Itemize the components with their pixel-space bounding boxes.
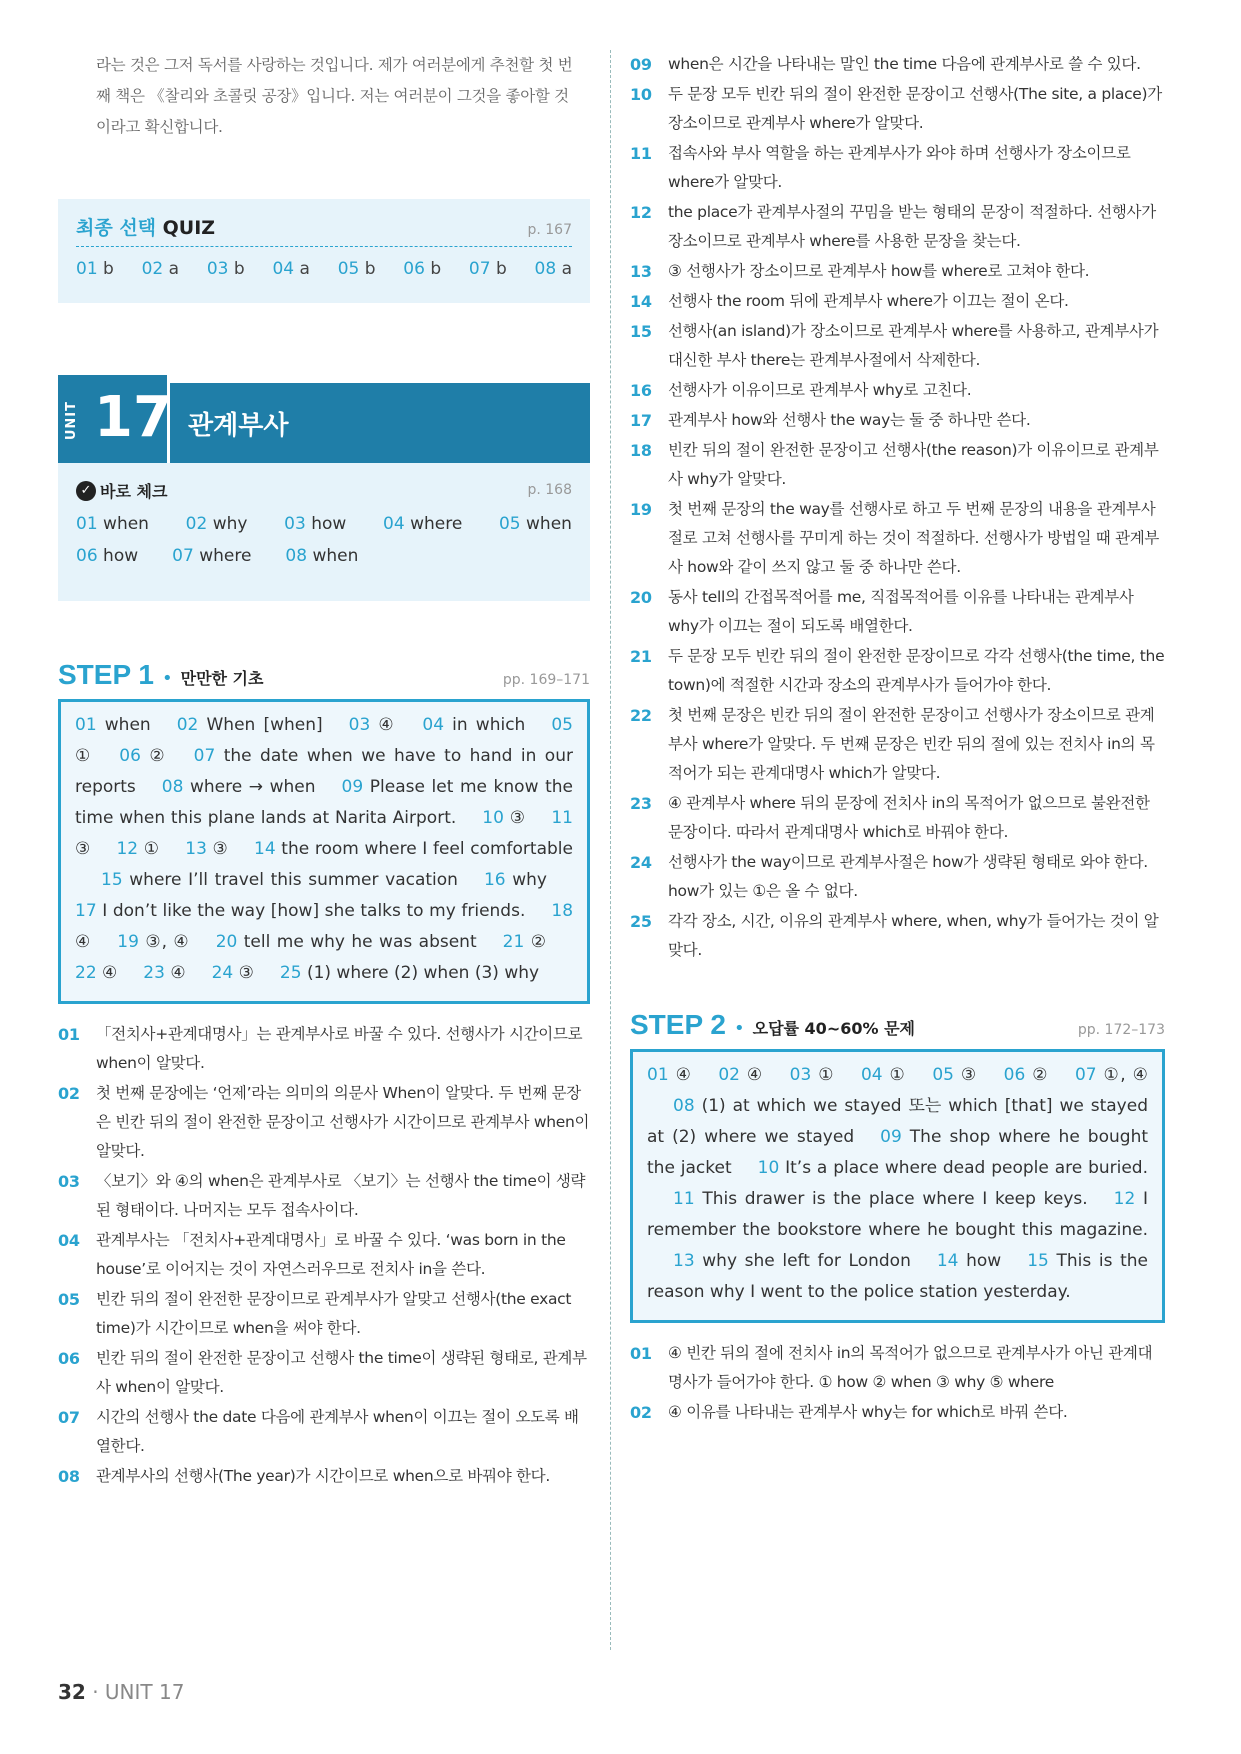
explanation-item: 23 ④ 관계부사 where 뒤의 문장에 전치사 in의 목적어가 없으므로 불완전한 문장이다. 따라서 관계대명사 which로 바꿔야 한다. <box>630 794 1150 841</box>
step1-page-ref: pp. 169–171 <box>502 672 590 688</box>
answer-item: 13 why she left for London <box>673 1251 911 1271</box>
explanation-item: 20 동사 tell의 간접목적어를 me, 직접목적어를 이유를 나타내는 관계부사 why가 이끄는 절이 되도록 배열한다. <box>630 588 1134 635</box>
check-answer: 03 how <box>284 514 347 534</box>
explanation-item: 21 두 문장 모두 빈칸 뒤의 절이 완전한 문장이므로 각각 선행사(the time, the town)에 적절한 시간과 장소의 관계부사가 들어가야 한다. <box>630 647 1165 694</box>
answer-item: 15 This is the reason why I went to the police station yesterday. <box>647 1251 1148 1302</box>
unit-label: UNIT <box>64 401 79 441</box>
quiz-answers <box>76 259 572 279</box>
unit-number: 17 <box>94 385 172 450</box>
check-page-ref: p. 168 <box>527 481 572 498</box>
quiz-answer: 02 a <box>141 259 180 279</box>
answer-item: 10 ③ <box>482 808 526 828</box>
step1-explanations <box>58 1020 590 1491</box>
intro-text: 라는 것은 그저 독서를 사랑하는 것입니다. 제가 여러분에게 추천할 첫 번째 책은 《찰리와 초콜릿 공장》입니다. 저는 여러분이 그것을 좋아할 것이라고 확신합니다. <box>96 56 573 136</box>
answer-item: 04 in which <box>422 715 526 735</box>
check-answer: 06 how <box>76 546 139 566</box>
step2-header <box>630 1009 1165 1041</box>
answer-item: 17 I don’t like the way [how] she talks to my friends. <box>75 901 526 921</box>
explanation-item: 10 두 문장 모두 빈칸 뒤의 절이 완전한 문장이고 선행사(The site, a place)가 장소이므로 관계부사 where가 알맞다. <box>630 85 1162 132</box>
check-answer: 08 when <box>285 546 359 566</box>
quiz-page-ref: p. 167 <box>527 222 572 238</box>
answer-item: 14 how <box>936 1251 1002 1271</box>
step1-explanations-continued <box>630 50 1165 965</box>
answer-item: 13 ③ <box>185 839 229 859</box>
check-answer: 04 where <box>383 514 463 534</box>
answer-item: 01 ④ <box>647 1065 693 1085</box>
step2-answer-box <box>630 1049 1165 1323</box>
answer-item: 02 ④ <box>718 1065 764 1085</box>
right-column <box>630 50 1165 1428</box>
quiz-header <box>76 213 572 247</box>
check-row <box>76 514 572 534</box>
check-row <box>76 546 572 566</box>
step2-page-ref: pp. 172–173 <box>1077 1022 1165 1038</box>
answer-item: 05 ③ <box>932 1065 978 1085</box>
page-footer: 32 · UNIT 17 <box>58 1680 185 1704</box>
explanation-item: 22 첫 번째 문장은 빈칸 뒤의 절이 완전한 문장이고 선행사가 장소이므로 관계부사 where가 알맞다. 두 번째 문장은 빈칸 뒤의 절에 있는 전치사 in의 목적어가 되는 관계대명사 which가 알맞다. <box>630 706 1155 782</box>
quiz-answer: 05 b <box>337 259 376 279</box>
explanation-item: 18 빈칸 뒤의 절이 완전한 문장이고 선행사(the reason)가 이유이므로 관계부사 why가 알맞다. <box>630 441 1159 488</box>
explanation-item: 15 선행사(an island)가 장소이므로 관계부사 where를 사용하고, 관계부사가 대신한 부사 there는 관계부사절에서 삭제한다. <box>630 322 1159 369</box>
answer-item: 09 The shop where he bought the jacket <box>647 1127 1149 1178</box>
explanation-item: 01 ④ 빈칸 뒤의 절에 전치사 in의 목적어가 없으므로 관계부사가 아닌 관계대명사가 들어가야 한다. ① how ② when ③ why ⑤ where <box>630 1344 1153 1391</box>
explanation-item: 02 ④ 이유를 나타내는 관계부사 why는 for which로 바꿔 쓴다. <box>630 1403 1068 1422</box>
check-title: ✓ 바로 체크 <box>76 479 167 502</box>
unit-banner-tab <box>58 375 170 463</box>
answer-item: 05 ① <box>75 715 573 766</box>
answer-item: 14 the room where I feel comfortable <box>254 839 573 859</box>
column-divider <box>610 50 611 1650</box>
explanation-item: 07 시간의 선행사 the date 다음에 관계부사 when이 이끄는 절이 오도록 배열한다. <box>58 1408 579 1455</box>
step1-title: STEP 1 • 만만한 기초 <box>58 659 264 690</box>
quick-check-box <box>58 463 590 601</box>
answer-item: 15 where I’ll travel this summer vacation <box>101 870 458 890</box>
answer-item: 02 When [when] <box>176 715 323 735</box>
explanation-item: 09 when은 시간을 나타내는 말인 the time 다음에 관계부사로 쓸 수 있다. <box>630 55 1141 74</box>
footer-unit: UNIT 17 <box>104 1680 185 1704</box>
quiz-answer: 06 b <box>403 259 442 279</box>
answer-item: 12 I remember the bookstore where he bought this magazine. <box>647 1189 1148 1240</box>
explanation-item: 08 관계부사의 선행사(The year)가 시간이므로 when으로 바꿔야 한다. <box>58 1467 550 1486</box>
step2-title: STEP 2 • 오답률 40~60% 문제 <box>630 1009 915 1040</box>
final-quiz-box <box>58 199 590 303</box>
answer-item: 22 ④ <box>75 963 118 983</box>
explanation-item: 03 〈보기〉와 ④의 when은 관계부사로 〈보기〉는 선행사 the time이 생략된 형태이다. 나머지는 모두 접속사이다. <box>58 1172 586 1219</box>
explanation-item: 24 선행사가 the way이므로 관계부사절은 how가 생략된 형태로 와야 한다. how가 있는 ①은 올 수 없다. <box>630 853 1148 900</box>
explanation-item: 25 각각 장소, 시간, 이유의 관계부사 where, when, why가 들어가는 것이 알맞다. <box>630 912 1159 959</box>
answer-item: 06 ② <box>119 746 168 766</box>
quiz-answer: 01 b <box>76 259 114 279</box>
answer-item: 03 ① <box>789 1065 835 1085</box>
explanation-item: 06 빈칸 뒤의 절이 완전한 문장이고 선행사 the time이 생략된 형태로, 관계부사 when이 알맞다. <box>58 1349 587 1396</box>
unit-banner <box>58 375 590 463</box>
answer-item: 09 Please let me know the time when this plane lands at Narita Airport. <box>75 777 573 828</box>
step1-header <box>58 659 590 691</box>
check-answer: 05 when <box>498 514 572 534</box>
quiz-answer: 08 a <box>534 259 572 279</box>
answer-item: 08 where → when <box>161 777 316 797</box>
explanation-item: 14 선행사 the room 뒤에 관계부사 where가 이끄는 절이 온다. <box>630 292 1069 311</box>
check-answer: 07 where <box>172 546 252 566</box>
answer-item: 01 when <box>75 715 151 735</box>
answer-item: 18 ④ <box>75 901 574 952</box>
explanation-item: 16 선행사가 이유이므로 관계부사 why로 고친다. <box>630 381 972 400</box>
answer-item: 20 tell me why he was absent <box>215 932 477 952</box>
checkmark-icon: ✓ <box>76 481 96 501</box>
explanation-item: 01 「전치사+관계대명사」는 관계부사로 바꿀 수 있다. 선행사가 시간이므로 when이 알맞다. <box>58 1025 583 1072</box>
check-answer: 02 why <box>185 514 248 534</box>
answer-item: 16 why <box>483 870 547 890</box>
answer-item: 06 ② <box>1003 1065 1049 1085</box>
step2-explanations <box>630 1339 1165 1427</box>
explanation-item: 05 빈칸 뒤의 절이 완전한 문장이므로 관계부사가 알맞고 선행사(the exact time)가 시간이므로 when을 써야 한다. <box>58 1290 572 1337</box>
answer-item: 04 ① <box>860 1065 907 1085</box>
answer-item: 07 the date when we have to hand in our reports <box>75 746 573 797</box>
check-answer: 01 when <box>76 514 149 534</box>
quiz-answer: 04 a <box>272 259 310 279</box>
quiz-title: 최종 선택 QUIZ <box>76 217 216 239</box>
quiz-answer: 07 b <box>468 259 507 279</box>
answer-item: 12 ① <box>116 839 160 859</box>
answer-item: 03 ④ <box>348 715 397 735</box>
left-column <box>58 50 590 1492</box>
page-number: 32 <box>58 1680 86 1704</box>
explanation-item: 04 관계부사는 「전치사+관계대명사」로 바꿀 수 있다. ‘was born in the house’로 이어지는 것이 자연스러우므로 전치사 in을 쓴다. <box>58 1231 566 1278</box>
answer-item: 11 ③ <box>75 808 573 859</box>
step1-answer-box <box>58 699 590 1004</box>
answer-item: 21 ② <box>502 932 547 952</box>
answer-item: 24 ③ <box>211 963 254 983</box>
answer-item: 08 (1) at which we stayed 또는 which [that] we stayed at (2) where we stayed <box>647 1096 1148 1147</box>
check-header <box>76 479 572 502</box>
explanation-item: 02 첫 번째 문장에는 ‘언제’라는 의미의 의문사 When이 알맞다. 두 번째 문장은 빈칸 뒤의 절이 완전한 문장이고 선행사가 시간이므로 관계부사 when이 알맞다. <box>58 1084 590 1160</box>
explanation-item: 19 첫 번째 문장의 the way를 선행사로 하고 두 번째 문장의 내용을 관계부사절로 고쳐 선행사를 꾸미게 하는 것이 적절하다. 선행사가 방법일 때 관계부사 how와 같이 쓰지 않고 둘 중 하나만 쓴다. <box>630 500 1160 576</box>
answer-item: 10 It’s a place where dead people are buried. <box>757 1158 1148 1178</box>
answer-item: 11 This drawer is the place where I keep keys. <box>673 1189 1088 1209</box>
unit-title: 관계부사 <box>188 411 289 441</box>
explanation-item: 13 ③ 선행사가 장소이므로 관계부사 how를 where로 고쳐야 한다. <box>630 262 1090 281</box>
answer-item: 23 ④ <box>143 963 186 983</box>
explanation-item: 11 접속사와 부사 역할을 하는 관계부사가 와야 하며 선행사가 장소이므로 where가 알맞다. <box>630 144 1131 191</box>
quiz-answer: 03 b <box>206 259 245 279</box>
explanation-item: 17 관계부사 how와 선행사 the way는 둘 중 하나만 쓴다. <box>630 411 1031 430</box>
answer-item: 07 ①, ④ <box>1074 1065 1148 1085</box>
answer-item: 19 ③, ④ <box>117 932 190 952</box>
explanation-item: 12 the place가 관계부사절의 꾸밈을 받는 형태의 문장이 적절하다. 선행사가 장소이므로 관계부사 where를 사용한 문장을 찾는다. <box>630 203 1156 250</box>
answer-item: 25 (1) where (2) when (3) why <box>279 963 540 983</box>
